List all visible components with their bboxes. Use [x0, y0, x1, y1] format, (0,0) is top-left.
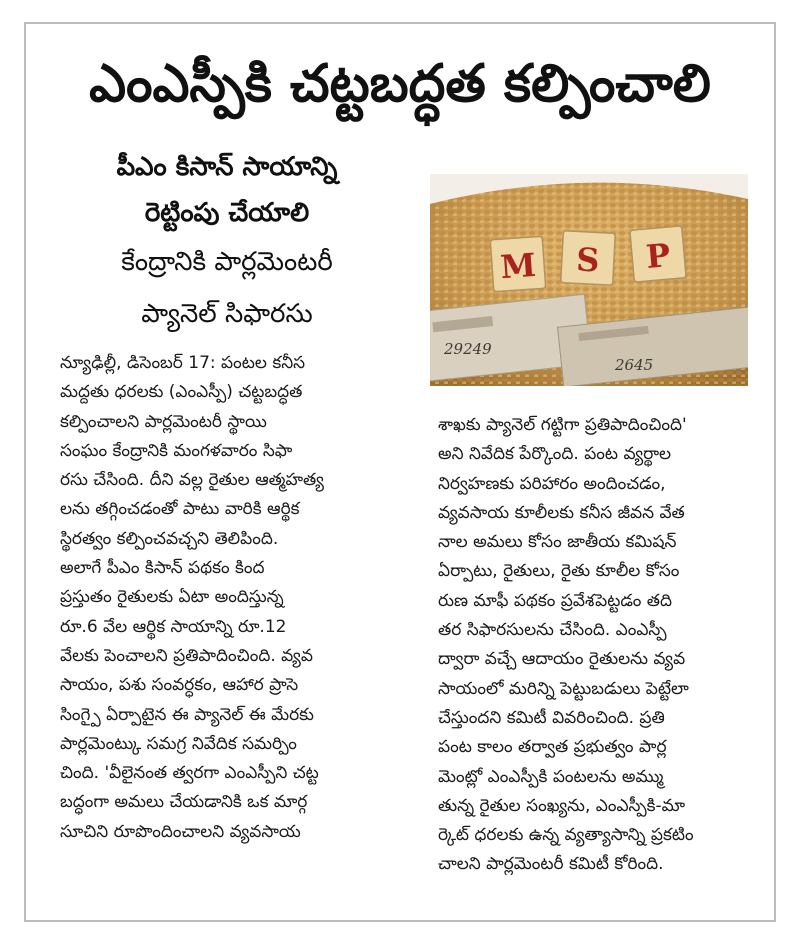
body-left-line: మద్దతు ధరలకు (ఎంఎస్పీ) చట్టబద్ధత — [60, 382, 303, 403]
tile-s — [561, 231, 616, 286]
body-left-line: సూచిని రూపొందించాలని వ్యవసాయ — [60, 821, 301, 842]
subheading-line-4: ప్యానెల్ సిఫారసు — [141, 299, 313, 329]
body-right-line: మెంట్లో ఎంఎస్పీకి పంటలను అమ్ము — [438, 766, 664, 787]
subheading-line-3: కేంద్రానికి పార్లమెంటరీ — [121, 247, 333, 277]
headline: ఎంఎస్పీకి చట్టబద్ధత కల్పించాలి — [89, 54, 711, 114]
body-left-line: బద్ధంగా అమలు చేయడానికి ఒక మార్గ — [60, 792, 308, 813]
body-right-line: ద్వారా వచ్చే ఆదాయం రైతులను వ్యవ — [438, 649, 686, 670]
body-left-line: చింది. 'వీలైనంత త్వరగా ఎంఎస్పీని చట్ట — [60, 763, 319, 784]
body-right-line: నాల అమలు కోసం జాతీయ కమిషన్ — [438, 532, 677, 553]
article-body-right-column — [438, 411, 756, 911]
grain-photo-illustration — [430, 174, 748, 386]
body-left-line: వేలకు పెంచాలని ప్రతిపాదించింది. వ్యవ — [60, 645, 313, 666]
subheading-block — [40, 144, 414, 354]
body-right-line: తున్న రైతుల సంఖ్యను, ఎంఎస్పీకి-మా — [438, 795, 686, 816]
tile-m — [490, 236, 546, 292]
body-right-line: ఏర్పాటు, రైతులు, రైతు కూలీల కోసం — [438, 561, 680, 582]
body-right-line: చాలని పార్లమెంటరీ కమిటీ కోరింది. — [438, 854, 664, 875]
tile-p — [630, 226, 686, 282]
body-left-line: లను తగ్గించడంతో పాటు వారికి ఆర్థిక — [60, 499, 300, 520]
body-left-line: స్థిరత్వం కల్పించవచ్చని తెలిపింది. — [60, 528, 279, 549]
body-right-line: పంట కాలం తర్వాత ప్రభుత్వం పార్ల — [438, 737, 667, 758]
body-right-line: చేస్తుందని కమిటీ వివరించింది. ప్రతి — [438, 707, 665, 728]
tile-s-letter: S — [575, 240, 601, 280]
body-right-line: రుణ మాఫీ పథకం ప్రవేశపెట్టడం తది — [438, 590, 672, 611]
body-right-line: శాఖకు ప్యానెల్ గట్టిగా ప్రతిపాదించింది' — [438, 415, 687, 435]
banknote-number-2: 2645 — [615, 356, 654, 374]
subheading-line-2: రెట్టింపు చేయాలి — [144, 198, 310, 228]
article-body-left-column — [60, 349, 415, 909]
body-left-line: సింగ్పై ఏర్పాటైన ఈ ప్యానెల్ ఈ మేరకు — [60, 704, 314, 725]
body-left-line: ప్రస్తుతం రైతులకు ఏటా అందిస్తున్న — [60, 587, 284, 608]
body-left-line: రసు చేసింది. దీని వల్ల రైతుల ఆత్మహత్య — [60, 470, 324, 491]
body-left-line: న్యూఢిల్లీ, డిసెంబర్ 17: పంటల కనీస — [60, 353, 306, 373]
body-right-line: అని నివేదిక పేర్కొంది. పంట వ్యర్థాల — [438, 444, 672, 465]
body-left-line: కల్పించాలని పార్లమెంటరీ స్థాయి — [60, 411, 267, 432]
body-right-line: నిర్వహణకు పరిహారం అందించడం, — [438, 473, 666, 494]
subheading-line-1: పీఎం కిసాన్ సాయాన్ని — [116, 152, 338, 182]
body-right-line: తర సిఫారసులను చేసింది. ఎంఎస్పీ — [438, 620, 667, 641]
msp-grain-photo — [430, 174, 748, 386]
body-left-line: సంఘం కేంద్రానికి మంగళవారం సిఫా — [60, 440, 293, 461]
body-right-line: ర్కెట్ ధరలకు ఉన్న వ్యత్యాసాన్ని ప్రకటిం — [438, 825, 694, 846]
body-left-line: సాయం, పశు సంవర్ధకం, ఆహార ప్రాసె — [60, 675, 299, 696]
body-right-line: సాయంలో మరిన్ని పెట్టుబడులు పెట్టేలా — [438, 678, 689, 699]
banknote-number: 29249 — [444, 340, 492, 358]
body-right-line: వ్యవసాయ కూలీలకు కనీస జీవన వేత — [438, 502, 685, 523]
news-clipping — [24, 22, 776, 922]
body-left-line: అలాగే పీఎం కిసాన్ పథకం కింద — [60, 558, 265, 579]
tile-m-letter: M — [499, 245, 538, 287]
body-left-line: రూ.6 వేల ఆర్థిక సాయాన్ని రూ.12 — [60, 616, 287, 637]
tile-p-letter: P — [644, 236, 672, 276]
body-left-line: పార్లమెంట్కు సమగ్ర నివేదిక సమర్పిం — [60, 733, 297, 754]
